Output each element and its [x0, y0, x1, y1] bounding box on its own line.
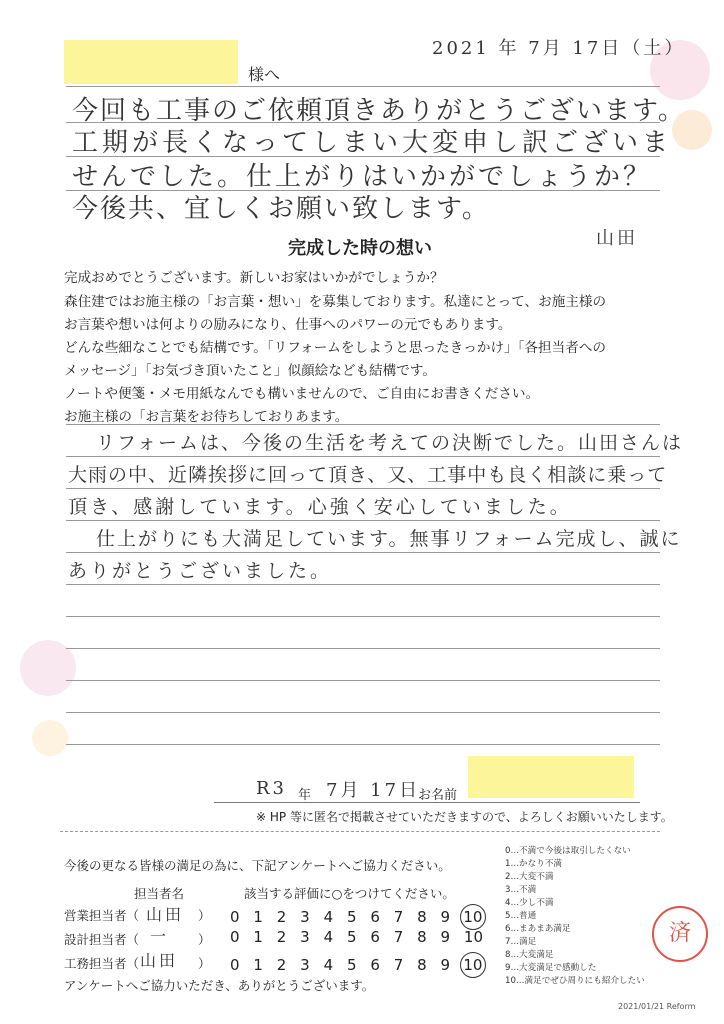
legend-item-5: 5…普通 — [505, 911, 537, 921]
survey-role-construction: 工務担当者（ — [64, 956, 140, 971]
score-10-selected[interactable]: 10 — [460, 904, 486, 930]
rule — [66, 744, 660, 745]
customer-message-line-4: 仕上がりにも大満足しています。無事リフォーム完成し、誠に — [96, 528, 682, 550]
survey-scores-design[interactable] — [230, 928, 487, 946]
footer-month-day: 7月 17日 — [326, 780, 421, 801]
score-9[interactable]: 9 — [440, 928, 451, 946]
form-id: 2021/01/21 Reform — [618, 1002, 696, 1011]
customer-message-line-3: 頂き、感謝しています。心強く安心していました。 — [68, 496, 572, 518]
intro-line-7: お施主様の「お言葉をお待ちしておりあます。 — [64, 409, 349, 425]
legend-item-4: 4…少し不満 — [505, 898, 554, 908]
survey-thanks: アンケートへご協力いただき、ありがとうございます。 — [64, 978, 375, 993]
score-6[interactable]: 6 — [370, 928, 380, 946]
score-5[interactable]: 5 — [346, 956, 357, 974]
top-message-line-4: 今後共、宜しくお願い致します。 — [72, 194, 490, 224]
hp-note: ※ HP 等に匿名で掲載させていただきますので、よろしくお願いいたします。 — [256, 810, 673, 824]
intro-line-2: 森住建ではお施主様の「お言葉・想い」を募集しております。私達にとって、お施主様の — [64, 294, 607, 310]
section-title: 完成した時の想い — [288, 238, 432, 259]
survey-divider — [60, 831, 660, 832]
rule — [66, 584, 660, 585]
score-1[interactable]: 1 — [253, 956, 263, 974]
customer-message-line-1: リフォームは、今後の生活を考えての決断でした。山田さんは — [96, 432, 684, 454]
survey-role-sales: 営業担当者（ — [64, 908, 140, 923]
intro-line-3: お言葉や想いは何よりの励みになり、仕事へのパワーの元でもあります。 — [64, 317, 512, 333]
rule — [66, 520, 660, 521]
survey-scores-construction[interactable] — [230, 952, 486, 978]
signature-line — [214, 802, 640, 803]
legend-item-7: 7…満足 — [505, 937, 537, 947]
rule — [66, 712, 660, 713]
score-7[interactable]: 7 — [393, 956, 404, 974]
legend-item-0: 0…不満で今後は取引したくない — [505, 846, 631, 856]
survey-name-construction: 山田 — [140, 951, 179, 970]
rule — [66, 488, 660, 489]
redacted-customer-name — [468, 756, 634, 798]
rule — [66, 424, 660, 425]
legend-item-6: 6…まあまあ満足 — [505, 924, 571, 934]
score-1[interactable]: 1 — [253, 928, 263, 946]
score-1[interactable]: 1 — [253, 908, 263, 926]
score-3[interactable]: 3 — [300, 908, 310, 926]
score-0[interactable]: 0 — [230, 928, 240, 946]
survey-role-design: 設計担当者（ — [64, 932, 140, 947]
rule — [66, 680, 660, 681]
score-8[interactable]: 8 — [417, 956, 427, 974]
score-8[interactable]: 8 — [417, 908, 427, 926]
survey-close-construction: ） — [198, 956, 211, 971]
score-3[interactable]: 3 — [300, 928, 310, 946]
score-10[interactable]: 10 — [463, 928, 483, 946]
score-4[interactable]: 4 — [323, 908, 334, 926]
score-7[interactable]: 7 — [393, 928, 404, 946]
intro-line-4: どんな些細なことでも結構です。「リフォームをしようと思ったきっかけ」「各担当者への — [64, 340, 606, 356]
top-message-line-2: 工期が長くなってしまい大変申し訳ございま — [72, 128, 673, 158]
completion-stamp: 済 — [652, 906, 708, 962]
customer-message-line-5: ありがとうございました。 — [68, 560, 333, 582]
survey-intro: 今後の更なる皆様の満足の為に、下記アンケートへご協力ください。 — [64, 858, 451, 873]
score-6[interactable]: 6 — [370, 956, 380, 974]
score-7[interactable]: 7 — [393, 908, 404, 926]
score-2[interactable]: 2 — [276, 956, 287, 974]
score-9[interactable]: 9 — [440, 956, 451, 974]
score-0[interactable]: 0 — [230, 908, 240, 926]
score-6[interactable]: 6 — [370, 908, 380, 926]
redacted-recipient-name — [64, 40, 238, 84]
legend-item-9: 9…大変満足で感動した — [505, 963, 597, 973]
score-8[interactable]: 8 — [417, 928, 427, 946]
score-4[interactable]: 4 — [323, 928, 334, 946]
footer-name-label: お名前 — [418, 788, 458, 803]
intro-line-1: 完成おめでとうございます。新しいお家はいかがでしょうか？ — [64, 270, 444, 286]
staff-signature: 山田 — [596, 228, 638, 249]
survey-name-sales: 山田 — [146, 905, 185, 924]
footer-era: R3 — [256, 778, 288, 799]
score-10-selected[interactable]: 10 — [460, 952, 486, 978]
score-5[interactable]: 5 — [346, 928, 357, 946]
score-5[interactable]: 5 — [346, 908, 357, 926]
survey-col-staff: 担当者名 — [134, 886, 185, 901]
rule — [66, 86, 660, 87]
intro-line-6: ノートや便箋・メモ用紙なんでも構いませんので、ご自由にお書きください。 — [64, 386, 540, 402]
rule — [66, 648, 660, 649]
survey-scores-sales[interactable] — [230, 904, 486, 930]
score-2[interactable]: 2 — [276, 908, 287, 926]
rule — [66, 552, 660, 553]
score-9[interactable]: 9 — [440, 908, 451, 926]
legend-item-8: 8…大変満足 — [505, 950, 554, 960]
customer-message-line-2: 大雨の中、近隣挨拶に回って頂き、又、工事中も良く相談に乗って — [68, 464, 668, 486]
rule — [66, 616, 660, 617]
survey-close-design: ） — [198, 932, 211, 947]
score-0[interactable]: 0 — [230, 956, 240, 974]
footer-year-label: 年 — [298, 788, 312, 803]
survey-name-design: 一 — [150, 927, 170, 946]
top-message-line-1: 今回も工事のご依頼頂きありがとうございます。 — [72, 96, 686, 126]
intro-line-5: メッセージ」「お気づき頂いたこと」似顔絵なども結構です。 — [64, 363, 436, 379]
survey-close-sales: ） — [198, 908, 211, 923]
recipient-suffix: 様へ — [248, 65, 281, 84]
letter-date: 2021 年 7月 17日（土） — [432, 38, 686, 59]
score-3[interactable]: 3 — [300, 956, 310, 974]
score-2[interactable]: 2 — [276, 928, 287, 946]
top-message-line-3: せんでした。仕上がりはいかがでしょうか？ — [72, 162, 653, 192]
score-4[interactable]: 4 — [323, 956, 334, 974]
rule — [66, 456, 660, 457]
survey-col-score: 該当する評価に○をつけてください。 — [244, 886, 455, 901]
legend-item-10: 10…満足でぜひ周りにも紹介したい — [505, 976, 645, 986]
legend-item-2: 2…大変不満 — [505, 872, 554, 882]
legend-item-3: 3…不満 — [505, 885, 537, 895]
decorative-flower — [32, 720, 68, 756]
legend-item-1: 1…かなり不満 — [505, 859, 563, 869]
